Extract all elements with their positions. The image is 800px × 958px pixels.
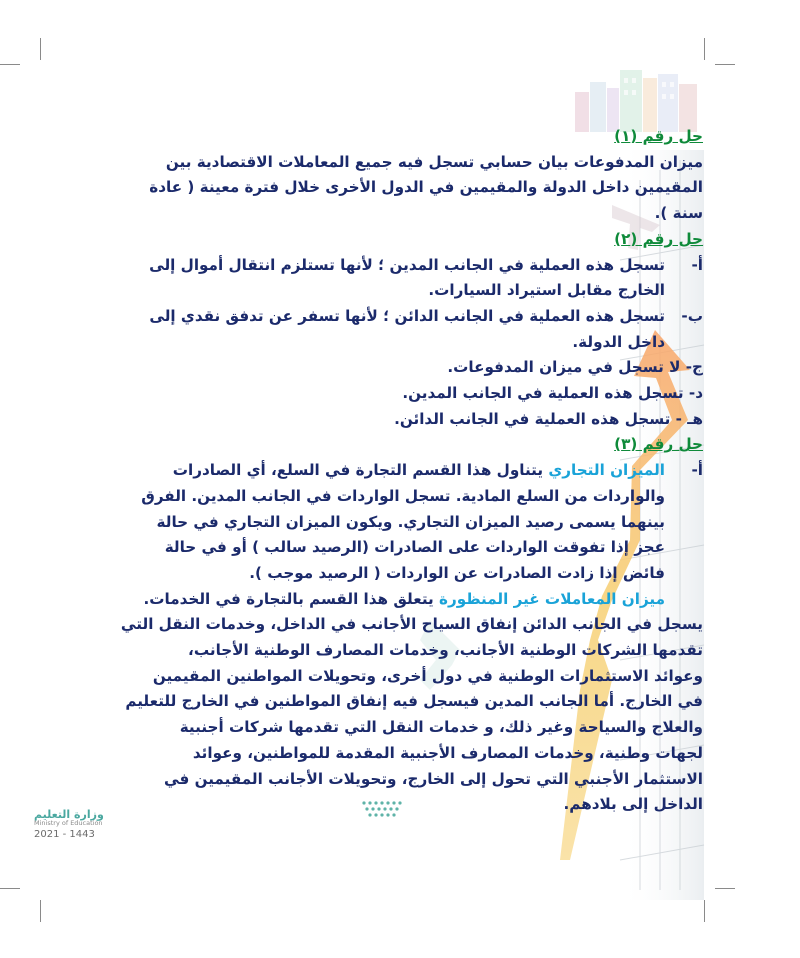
solution-2-item-c: ج- لا تسجل في ميزان المدفوعات. bbox=[447, 358, 703, 377]
ministry-logo bbox=[34, 808, 134, 840]
solution-2-heading: حل رقم (٢) bbox=[614, 229, 703, 248]
invisible-trade-line-4: وعوائد الاستثمارات الوطنية في دول أخرى، وتحويلات المواطنين المقيمين bbox=[152, 666, 703, 685]
skyline-illustration bbox=[575, 70, 697, 132]
ministry-arabic-name: وزارة التعليم bbox=[34, 808, 104, 821]
item-a-first-line: يتناول هذا القسم التجارة في السلع، أي الصادرات bbox=[172, 461, 549, 480]
term-invisible-trade: ميزان المعاملات غير المنظورة bbox=[439, 589, 665, 608]
invisible-trade-line-7: لجهات وطنية، وخدمات المصارف الأجنبية المقدمة للمواطنين، وعوائد bbox=[192, 743, 703, 762]
solution-2-item-a bbox=[100, 253, 703, 304]
item-a3-line-3: بينهما يسمى رصيد الميزان التجاري. ويكون الميزان التجاري في حالة bbox=[156, 512, 665, 531]
invisible-trade-line-5: في الخارج. أما الجانب المدين فيسجل فيه إنفاق المواطنين في الخارج للتعليم bbox=[125, 692, 703, 711]
solution-2-item-b bbox=[100, 304, 703, 355]
item-marker: ب- bbox=[681, 306, 703, 325]
solution-2-item-e: هـ - تسجل هذه العملية في الجانب الدائن. bbox=[394, 409, 703, 428]
solution-1-heading: حل رقم (١) bbox=[614, 127, 703, 145]
ministry-english-name: Ministry of Education bbox=[34, 819, 103, 827]
solution-1-line-3: سنة ). bbox=[654, 204, 703, 223]
item-a3-line-2: والواردات من السلع المادية. تسجل الواردات في الجانب المدين. الفرق bbox=[141, 486, 665, 505]
item-a-line-1: تسجل هذه العملية في الجانب المدين ؛ لأنها تستلزم انتقال أموال إلى bbox=[149, 255, 665, 274]
solution-3-heading: حل رقم (٣) bbox=[614, 435, 703, 454]
solution-1-line-1: ميزان المدفوعات بيان حسابي تسجل فيه جميع المعاملات الاقتصادية بين bbox=[165, 152, 703, 171]
item-b-line-2: داخل الدولة. bbox=[572, 332, 665, 351]
item-a3-line-4: عجز إذا تفوقت الواردات على الصادرات (الرصيد سالب ) أو في حالة bbox=[164, 538, 665, 557]
invisible-trade-line-6: والعلاج والسياحة وغير ذلك، و خدمات النقل التي تقدمها شركات أجنبية bbox=[179, 718, 703, 737]
invisible-trade-line-8: الاستثمار الأجنبي التي تحول إلى الخارج، وتحويلات الأجانب المقيمين في bbox=[163, 769, 703, 788]
item-a-line-2: الخارج مقابل استيراد السيارات. bbox=[428, 281, 665, 300]
invisible-trade-line-9: الداخل إلى بلادهم. bbox=[563, 795, 703, 814]
item-marker: أ- bbox=[691, 461, 703, 480]
solution-1-line-2: المقيمين داخل الدولة والمقيمين في الدول الأخرى خلال فترة معينة ( عادة bbox=[149, 178, 703, 197]
edition-year: 2021 - 1443 bbox=[34, 829, 95, 840]
ministry-logo-dots bbox=[360, 799, 406, 817]
item-b-line-1: تسجل هذه العملية في الجانب الدائن ؛ لأنها تسفر عن تدفق نقدي إلى bbox=[149, 306, 665, 325]
solutions-content bbox=[100, 124, 703, 818]
solution-2-item-d: د- تسجل هذه العملية في الجانب المدين. bbox=[402, 384, 703, 403]
invisible-trade-first-line: ميزان المعاملات غير المنظورة يتعلق هذا القسم بالتجارة في الخدمات. bbox=[143, 589, 665, 608]
item-a3-line-5: فائض إذا زادت الصادرات عن الواردات ( الرصيد موجب ). bbox=[249, 563, 665, 582]
invisible-trade-line-2: يسجل في الجانب الدائن إنفاق السياح الأجانب في الداخل، وخدمات النقل التي bbox=[120, 615, 703, 634]
term-trade-balance: الميزان التجاري bbox=[548, 461, 665, 480]
item-marker: أ- bbox=[691, 255, 703, 274]
solution-3-item-a bbox=[100, 458, 703, 587]
invisible-trade-line-3: تقدمها الشركات الوطنية الأجانب، وخدمات المصارف الوطنية الأجانب، bbox=[188, 641, 703, 660]
